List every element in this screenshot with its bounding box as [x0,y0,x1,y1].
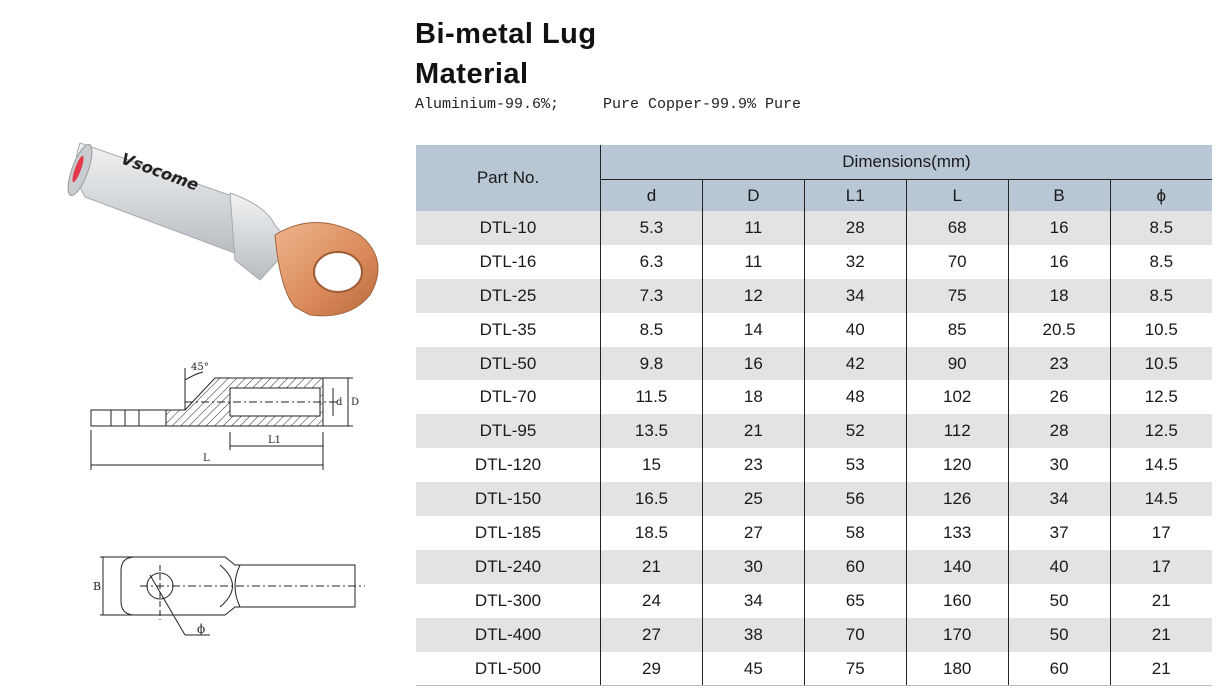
table-row [416,414,1212,448]
material-heading: Material [415,58,529,90]
part-number-cell: DTL-150 [416,482,601,516]
dimension-cell: 9.8 [601,347,703,381]
part-number-cell: DTL-25 [416,279,601,313]
dimension-cell: 16 [1008,245,1110,279]
dimension-cell: 40 [804,313,906,347]
dimension-cell: 140 [906,550,1008,584]
table-row [416,448,1212,482]
dimension-cell: 180 [906,652,1008,686]
dimension-cell: 16 [702,347,804,381]
page-title: Bi-metal Lug [415,18,597,50]
dimension-cell: 70 [906,245,1008,279]
dimension-cell: 65 [804,584,906,618]
dimension-cell: 170 [906,618,1008,652]
dimension-cell: 12.5 [1110,414,1212,448]
table-row [416,211,1212,245]
part-number-cell: DTL-10 [416,211,601,245]
dimension-cell: 34 [702,584,804,618]
dimension-cell: 160 [906,584,1008,618]
dimension-cell: 7.3 [601,279,703,313]
column-header: L [906,180,1008,212]
dimension-cell: 28 [1008,414,1110,448]
dimension-cell: 40 [1008,550,1110,584]
dimension-cell: 16 [1008,211,1110,245]
dimension-cell: 120 [906,448,1008,482]
dimension-cell: 26 [1008,380,1110,414]
dimension-cell: 18 [1008,279,1110,313]
lug-product-photo [60,125,400,325]
dimension-cell: 21 [702,414,804,448]
dimension-cell: 27 [601,618,703,652]
column-header: L1 [804,180,906,212]
part-number-cell: DTL-16 [416,245,601,279]
dimension-cell: 50 [1008,618,1110,652]
dimension-cell: 5.3 [601,211,703,245]
part-number-cell: DTL-50 [416,347,601,381]
dimension-cell: 21 [1110,652,1212,686]
dimension-cell: 126 [906,482,1008,516]
dimension-cell: 32 [804,245,906,279]
dimension-cell: 12.5 [1110,380,1212,414]
table-row [416,584,1212,618]
dimension-cell: 60 [804,550,906,584]
dimension-cell: 27 [702,516,804,550]
table-row [416,550,1212,584]
part-number-cell: DTL-95 [416,414,601,448]
dimension-cell: 8.5 [1110,211,1212,245]
part-number-cell: DTL-35 [416,313,601,347]
dimension-cell: 18 [702,380,804,414]
dimension-cell: 8.5 [1110,279,1212,313]
dimension-cell: 102 [906,380,1008,414]
lug-top-view-drawing [85,545,375,655]
dimension-cell: 11 [702,211,804,245]
table-row [416,482,1212,516]
dimension-cell: 37 [1008,516,1110,550]
material-aluminium: Aluminium-99.6%; [415,96,560,113]
angle-label: 45° [191,362,209,373]
dimension-cell: 25 [702,482,804,516]
dimension-cell: 50 [1008,584,1110,618]
dimension-cell: 10.5 [1110,347,1212,381]
dimension-cell: 6.3 [601,245,703,279]
dimension-cell: 45 [702,652,804,686]
dimension-cell: 133 [906,516,1008,550]
dimensions-table [416,145,1212,686]
dimension-cell: 8.5 [1110,245,1212,279]
dimension-cell: 68 [906,211,1008,245]
dimension-cell: 21 [1110,584,1212,618]
column-header: d [601,180,703,212]
dimensions-group-header: Dimensions(mm) [601,145,1213,180]
dimension-cell: 18.5 [601,516,703,550]
part-number-cell: DTL-400 [416,618,601,652]
dimension-cell: 12 [702,279,804,313]
table-row [416,279,1212,313]
dimension-cell: 48 [804,380,906,414]
dimension-cell: 34 [1008,482,1110,516]
dimension-cell: 30 [702,550,804,584]
dimension-cell: 75 [804,652,906,686]
dimension-cell: 11 [702,245,804,279]
phi-label: ϕ [197,622,206,636]
dimension-cell: 58 [804,516,906,550]
column-header: B [1008,180,1110,212]
d-label: d [336,397,343,408]
dimension-cell: 42 [804,347,906,381]
brand-logo: Vsocome [118,148,202,195]
table-row [416,380,1212,414]
dimension-cell: 8.5 [601,313,703,347]
lug-side-section-drawing [85,360,375,480]
table-row [416,516,1212,550]
L1-label: L1 [268,435,282,446]
dimension-cell: 17 [1110,516,1212,550]
D-label: D [351,397,360,408]
dimension-cell: 15 [601,448,703,482]
table-row [416,245,1212,279]
dimension-cell: 38 [702,618,804,652]
dimension-cell: 14.5 [1110,448,1212,482]
table-row [416,347,1212,381]
dimension-cell: 34 [804,279,906,313]
dimension-cell: 23 [702,448,804,482]
dimension-cell: 21 [1110,618,1212,652]
dimension-cell: 11.5 [601,380,703,414]
dimension-cell: 75 [906,279,1008,313]
material-copper: Pure Copper-99.9% Pure [603,96,802,113]
dimension-cell: 17 [1110,550,1212,584]
part-number-cell: DTL-120 [416,448,601,482]
material-line [415,96,801,113]
dimension-cell: 28 [804,211,906,245]
part-number-cell: DTL-240 [416,550,601,584]
dimension-cell: 112 [906,414,1008,448]
dimension-cell: 16.5 [601,482,703,516]
dimension-cell: 13.5 [601,414,703,448]
dimension-cell: 30 [1008,448,1110,482]
dimension-cell: 10.5 [1110,313,1212,347]
column-header: D [702,180,804,212]
column-header: ϕ [1110,180,1212,212]
B-label: B [93,580,102,593]
dimension-cell: 85 [906,313,1008,347]
dimension-cell: 14.5 [1110,482,1212,516]
dimension-cell: 14 [702,313,804,347]
dimension-cell: 29 [601,652,703,686]
dimension-cell: 21 [601,550,703,584]
table-row [416,618,1212,652]
L-label: L [203,453,210,464]
part-number-cell: DTL-185 [416,516,601,550]
dimension-cell: 20.5 [1008,313,1110,347]
table-row [416,313,1212,347]
dimension-cell: 90 [906,347,1008,381]
part-number-cell: DTL-70 [416,380,601,414]
dimension-cell: 53 [804,448,906,482]
part-number-cell: DTL-300 [416,584,601,618]
dimension-cell: 24 [601,584,703,618]
dimension-cell: 23 [1008,347,1110,381]
dimension-cell: 70 [804,618,906,652]
table-row [416,652,1212,686]
part-number-cell: DTL-500 [416,652,601,686]
dimension-cell: 56 [804,482,906,516]
part-no-header: Part No. [416,145,601,211]
dimension-cell: 60 [1008,652,1110,686]
dimension-cell: 52 [804,414,906,448]
